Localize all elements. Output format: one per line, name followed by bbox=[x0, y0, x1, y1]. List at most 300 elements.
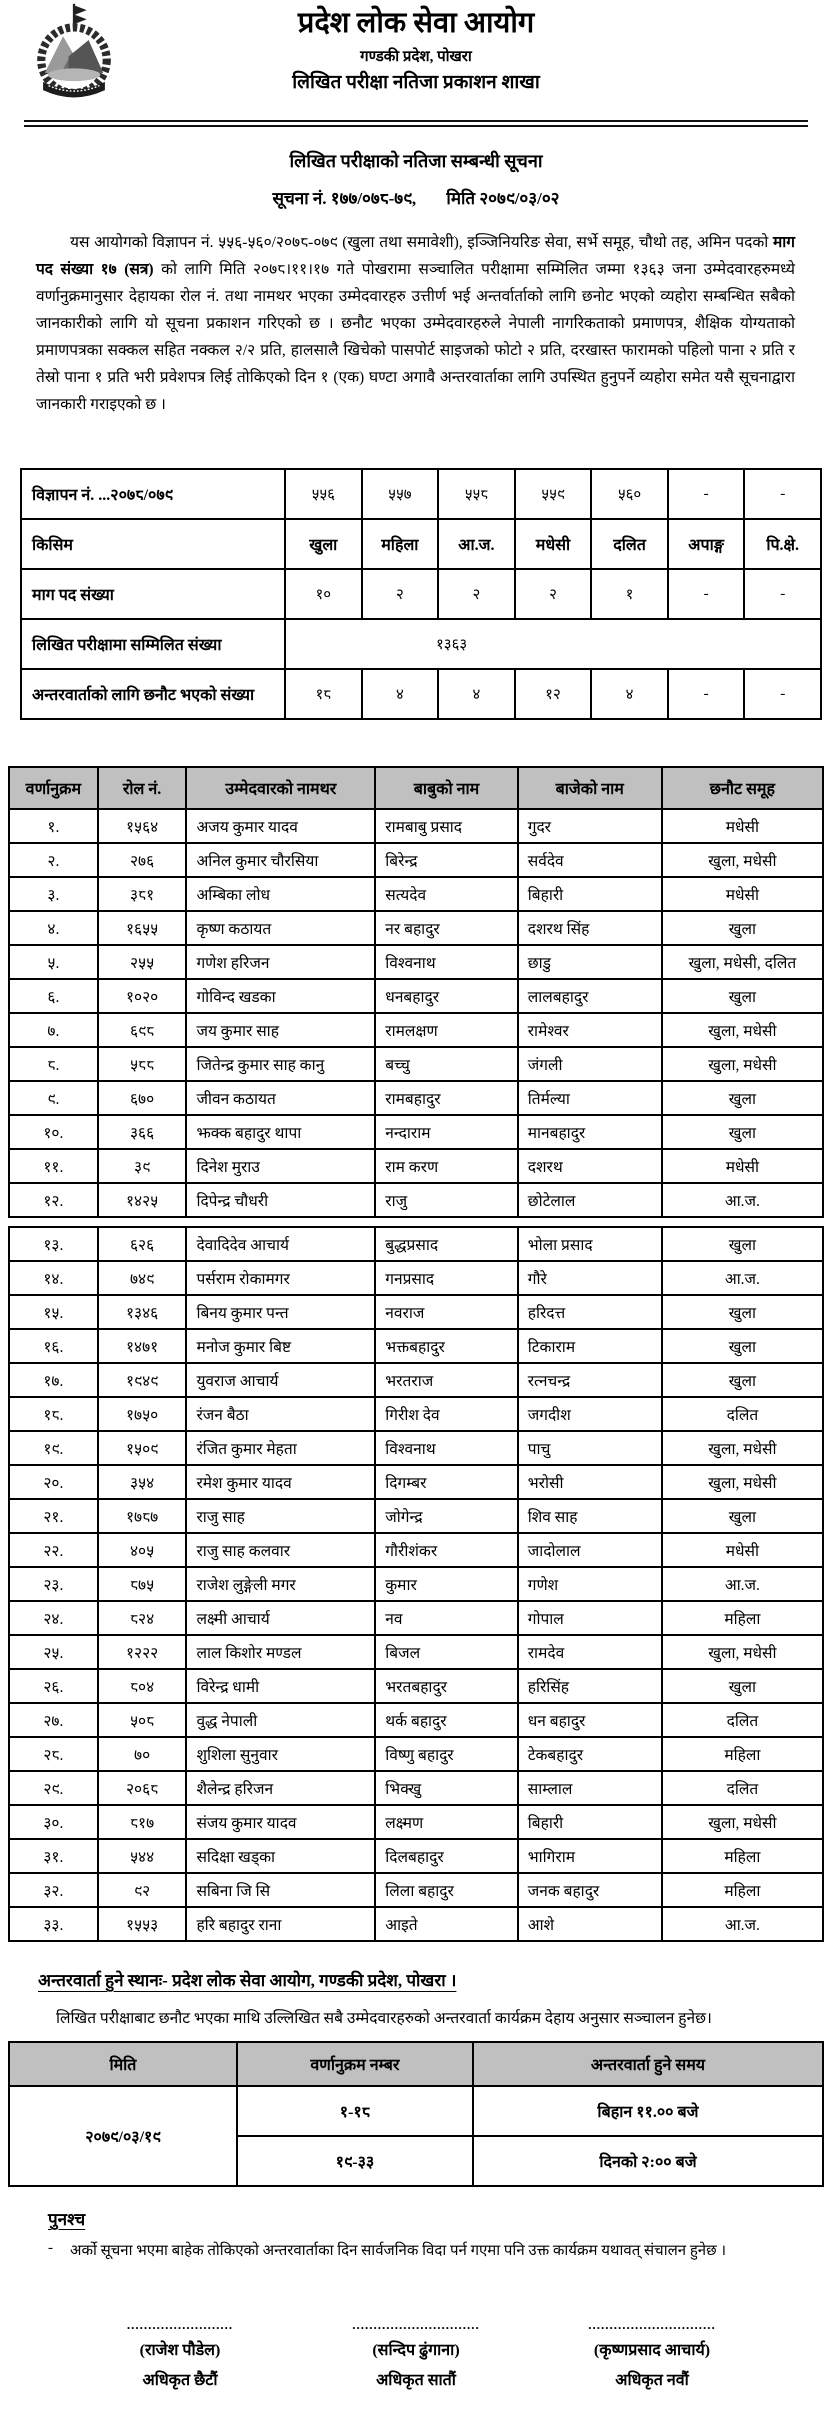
cell-name: राजु साह bbox=[186, 1499, 375, 1533]
cell-grandfather: रामेश्वर bbox=[518, 1013, 662, 1047]
cell-grandfather: धन बहादुर bbox=[518, 1703, 662, 1737]
cell-name: रंजन बैठा bbox=[186, 1397, 375, 1431]
cell-serial: ३०. bbox=[9, 1805, 98, 1839]
cell-grandfather: छाडु bbox=[518, 945, 662, 979]
summary-cell: - bbox=[668, 469, 745, 519]
cell-roll: ३५४ bbox=[98, 1465, 187, 1499]
cell-roll: ३९ bbox=[98, 1149, 187, 1183]
interview-location-line bbox=[38, 1968, 802, 1991]
cell-group: महिला bbox=[662, 1873, 823, 1907]
cell-grandfather: हरिदत्त bbox=[518, 1295, 662, 1329]
cell-group: खुला bbox=[662, 1115, 823, 1149]
cell-name: अजय कुमार यादव bbox=[186, 809, 375, 843]
cell-roll: १४२५ bbox=[98, 1183, 187, 1217]
table-row bbox=[9, 1329, 823, 1363]
cell-group: महिला bbox=[662, 1601, 823, 1635]
summary-cell-appeared-total: १३६३ bbox=[285, 619, 821, 669]
summary-cell: दलित bbox=[591, 519, 668, 569]
schedule-range-cell: १९-३३ bbox=[237, 2136, 473, 2186]
table-row bbox=[9, 1227, 823, 1261]
summary-cell: मधेसी bbox=[515, 519, 592, 569]
header-cell-name: उम्मेदवारको नामथर bbox=[186, 767, 375, 809]
cell-serial: १०. bbox=[9, 1115, 98, 1149]
cell-group: मधेसी bbox=[662, 809, 823, 843]
signature-name: (सन्दिप ढुंगाना) bbox=[372, 2342, 460, 2359]
cell-serial: २३. bbox=[9, 1567, 98, 1601]
table-row bbox=[9, 979, 823, 1013]
cell-father: रामबहादुर bbox=[375, 1081, 517, 1115]
cell-serial: १४. bbox=[9, 1261, 98, 1295]
cell-serial: ८. bbox=[9, 1047, 98, 1081]
table-row bbox=[9, 1149, 823, 1183]
summary-cell: १० bbox=[285, 569, 362, 619]
summary-cell: २ bbox=[362, 569, 439, 619]
cell-grandfather: दशरथ सिंह bbox=[518, 911, 662, 945]
cell-name: हरि बहादुर राना bbox=[186, 1907, 375, 1941]
cell-serial: २५. bbox=[9, 1635, 98, 1669]
table-row bbox=[9, 1567, 823, 1601]
cell-serial: ६. bbox=[9, 979, 98, 1013]
cell-roll: ८७५ bbox=[98, 1567, 187, 1601]
cell-father: विश्वनाथ bbox=[375, 945, 517, 979]
cell-name: गणेश हरिजन bbox=[186, 945, 375, 979]
table-row bbox=[9, 1081, 823, 1115]
header-cell-serial: वर्णानुक्रम bbox=[9, 767, 98, 809]
cell-father: राम करण bbox=[375, 1149, 517, 1183]
cell-serial: ४. bbox=[9, 911, 98, 945]
cell-serial: ३२. bbox=[9, 1873, 98, 1907]
cell-father: दिगम्बर bbox=[375, 1465, 517, 1499]
table-row bbox=[9, 911, 823, 945]
summary-cell: ५५७ bbox=[362, 469, 439, 519]
cell-grandfather: लालबहादुर bbox=[518, 979, 662, 1013]
cell-name: विरेन्द्र धामी bbox=[186, 1669, 375, 1703]
schedule-range-cell: १-१८ bbox=[237, 2086, 473, 2136]
cell-group: खुला bbox=[662, 1363, 823, 1397]
cell-group: खुला bbox=[662, 1669, 823, 1703]
summary-label-appeared: लिखित परीक्षामा सम्मिलित संख्या bbox=[21, 619, 285, 669]
cell-roll: ४०५ bbox=[98, 1533, 187, 1567]
table-row bbox=[9, 1183, 823, 1217]
postscript-note-text: अर्को सूचना भएमा बाहेक तोकिएको अन्तरवार्ताका दिन सार्वजनिक विदा पर्न गएमा पनि उक्त कार्यक्रम यथावत् संचालन हुनेछ । bbox=[70, 2243, 727, 2259]
interview-location-label: अन्तरवार्ता हुने स्थानः- bbox=[38, 1971, 168, 1990]
cell-father: रामलक्षण bbox=[375, 1013, 517, 1047]
postscript-dash: - bbox=[48, 2240, 53, 2256]
summary-cell: ४ bbox=[438, 669, 515, 719]
summary-cell: ५५९ bbox=[515, 469, 592, 519]
cell-father: विष्णु बहादुर bbox=[375, 1737, 517, 1771]
schedule-time-cell: दिनको २:०० बजे bbox=[473, 2136, 823, 2186]
province-subtitle: गण्डकी प्रदेश, पोखरा bbox=[360, 48, 472, 65]
table-row bbox=[9, 1363, 823, 1397]
cell-grandfather: जगदीश bbox=[518, 1397, 662, 1431]
cell-roll: १०२० bbox=[98, 979, 187, 1013]
notice-body-bold: माग पद संख्या १७ (सत्र) bbox=[36, 234, 795, 278]
postscript-section bbox=[48, 2207, 802, 2260]
summary-cell: १२ bbox=[515, 669, 592, 719]
cell-name: दिपेन्द्र चौधरी bbox=[186, 1183, 375, 1217]
cell-serial: २४. bbox=[9, 1601, 98, 1635]
cell-name: युवराज आचार्य bbox=[186, 1363, 375, 1397]
summary-cell: ४ bbox=[362, 669, 439, 719]
cell-group: खुला bbox=[662, 1295, 823, 1329]
interview-location-value: प्रदेश लोक सेवा आयोग, गण्डकी प्रदेश, पोखरा । bbox=[172, 1971, 457, 1990]
cell-group: खुला, मधेसी bbox=[662, 1431, 823, 1465]
cell-father: रामबाबु प्रसाद bbox=[375, 809, 517, 843]
cell-grandfather: रामदेव bbox=[518, 1635, 662, 1669]
cell-father: नन्दाराम bbox=[375, 1115, 517, 1149]
cell-name: पर्सराम रोकामगर bbox=[186, 1261, 375, 1295]
signature-dots: .............................. bbox=[352, 2317, 480, 2332]
cell-serial: २०. bbox=[9, 1465, 98, 1499]
table-row bbox=[9, 1013, 823, 1047]
cell-group: दलित bbox=[662, 1703, 823, 1737]
cell-name: जय कुमार साह bbox=[186, 1013, 375, 1047]
cell-father: गिरीश देव bbox=[375, 1397, 517, 1431]
table-row bbox=[9, 1669, 823, 1703]
table-row bbox=[9, 1295, 823, 1329]
cell-roll: १४७१ bbox=[98, 1329, 187, 1363]
cell-name: लाल किशोर मण्डल bbox=[186, 1635, 375, 1669]
summary-cell: ५५८ bbox=[438, 469, 515, 519]
cell-roll: ५०८ bbox=[98, 1703, 187, 1737]
cell-father: लक्ष्मण bbox=[375, 1805, 517, 1839]
table-row bbox=[9, 1601, 823, 1635]
cell-group: खुला bbox=[662, 979, 823, 1013]
summary-cell: - bbox=[744, 569, 821, 619]
cell-group: महिला bbox=[662, 1737, 823, 1771]
header-cell-date: मिति bbox=[9, 2042, 237, 2086]
table-row bbox=[9, 877, 823, 911]
table-row bbox=[9, 1907, 823, 1941]
cell-serial: २. bbox=[9, 843, 98, 877]
cell-group: खुला, मधेसी, दलित bbox=[662, 945, 823, 979]
cell-serial: ५. bbox=[9, 945, 98, 979]
table-header-row bbox=[9, 767, 823, 809]
cell-grandfather: जनक बहादुर bbox=[518, 1873, 662, 1907]
notice-number-line bbox=[0, 186, 832, 209]
cell-serial: ११. bbox=[9, 1149, 98, 1183]
cell-name: झक्क बहादुर थापा bbox=[186, 1115, 375, 1149]
cell-roll: ७० bbox=[98, 1737, 187, 1771]
cell-father: भिक्खु bbox=[375, 1771, 517, 1805]
summary-cell: - bbox=[744, 469, 821, 519]
summary-table bbox=[20, 468, 822, 720]
cell-father: कुमार bbox=[375, 1567, 517, 1601]
cell-father: बुद्धप्रसाद bbox=[375, 1227, 517, 1261]
signature-dots: .............................. bbox=[588, 2317, 716, 2332]
cell-serial: २६. bbox=[9, 1669, 98, 1703]
cell-father: बिरेन्द्र bbox=[375, 843, 517, 877]
cell-roll: १७५० bbox=[98, 1397, 187, 1431]
cell-group: खुला bbox=[662, 1499, 823, 1533]
notice-number: सूचना नं. १७७/०७८-७९, bbox=[272, 189, 417, 208]
cell-roll: १५०९ bbox=[98, 1431, 187, 1465]
cell-roll: २५५ bbox=[98, 945, 187, 979]
cell-roll: ८१७ bbox=[98, 1805, 187, 1839]
cell-father: राजु bbox=[375, 1183, 517, 1217]
cell-serial: २१. bbox=[9, 1499, 98, 1533]
cell-father: जोगेन्द्र bbox=[375, 1499, 517, 1533]
cell-name: राजेश लुङ्गेली मगर bbox=[186, 1567, 375, 1601]
cell-father: आइते bbox=[375, 1907, 517, 1941]
cell-grandfather: दशरथ bbox=[518, 1149, 662, 1183]
table-row bbox=[9, 1635, 823, 1669]
signature-block bbox=[331, 2318, 501, 2390]
table-row bbox=[9, 1431, 823, 1465]
cell-serial: ३. bbox=[9, 877, 98, 911]
summary-cell: आ.ज. bbox=[438, 519, 515, 569]
cell-group: आ.ज. bbox=[662, 1261, 823, 1295]
signature-post: अधिकृत छैटौं bbox=[142, 2372, 218, 2389]
cell-group: आ.ज. bbox=[662, 1567, 823, 1601]
cell-name: जितेन्द्र कुमार साह कानु bbox=[186, 1047, 375, 1081]
signature-post: अधिकृत सातौं bbox=[376, 2372, 456, 2389]
cell-roll: ५८८ bbox=[98, 1047, 187, 1081]
interview-schedule-table bbox=[8, 2041, 824, 2187]
table-row bbox=[9, 1737, 823, 1771]
cell-grandfather: साम्लाल bbox=[518, 1771, 662, 1805]
table-row bbox=[9, 1115, 823, 1149]
signature-row bbox=[95, 2318, 737, 2390]
header-cell-time: अन्तरवार्ता हुने समय bbox=[473, 2042, 823, 2086]
cell-group: खुला, मधेसी bbox=[662, 1465, 823, 1499]
cell-roll: ३६६ bbox=[98, 1115, 187, 1149]
cell-serial: २७. bbox=[9, 1703, 98, 1737]
notice-title: लिखित परीक्षाको नतिजा सम्बन्धी सूचना bbox=[289, 151, 543, 171]
table-row bbox=[9, 1261, 823, 1295]
table-header-row bbox=[9, 2042, 823, 2086]
schedule-intro: लिखित परीक्षाबाट छनौट भएका माथि उल्लिखित सबै उम्मेदवारहरुको अन्तरवार्ता कार्यक्रम देहाय अनुसार सञ्चालन हुनेछ। bbox=[56, 2010, 712, 2027]
cell-group: खुला, मधेसी bbox=[662, 1805, 823, 1839]
schedule-date-cell: २०७९/०३/१९ bbox=[9, 2086, 237, 2186]
cell-name: राजु साह कलवार bbox=[186, 1533, 375, 1567]
signature-name: (कृष्णप्रसाद आचार्य) bbox=[593, 2342, 711, 2359]
cell-group: आ.ज. bbox=[662, 1907, 823, 1941]
summary-label-posts: माग पद संख्या bbox=[21, 569, 285, 619]
candidates-table-part1 bbox=[8, 766, 824, 1218]
postscript-note bbox=[48, 2240, 802, 2260]
cell-group: आ.ज. bbox=[662, 1183, 823, 1217]
cell-father: भरतबहादुर bbox=[375, 1669, 517, 1703]
cell-grandfather: बिहारी bbox=[518, 877, 662, 911]
document-header bbox=[0, 0, 832, 112]
cell-grandfather: टिकाराम bbox=[518, 1329, 662, 1363]
summary-cell: खुला bbox=[285, 519, 362, 569]
summary-cell: ५५६ bbox=[285, 469, 362, 519]
cell-name: संजय कुमार यादव bbox=[186, 1805, 375, 1839]
cell-roll: ५४४ bbox=[98, 1839, 187, 1873]
cell-name: दिनेश मुराउ bbox=[186, 1149, 375, 1183]
cell-roll: ६९८ bbox=[98, 1013, 187, 1047]
summary-cell: १८ bbox=[285, 669, 362, 719]
cell-name: गोविन्द खडका bbox=[186, 979, 375, 1013]
notice-body-post: को लागि मिति २०७८।११।१७ गते पोखरामा सञ्चालित परीक्षामा सम्मिलित जम्मा १३६३ जना उम्मेदवारहरुमध्ये वर्णानुक्रमानुसार देहायका रोल नं. तथा नामथर भएका उम्मेदवारहरु उत्तीर्ण भई अन्तर्वार्ताको लागि छनोट भएको व्यहोरा सम्बन्धित सबैको जानकारीको लागि यो सूचना प्रकाशन गरिएको छ । छनौट भएका उम्मेदवारहरुले नेपाली नागरिकताको प्रमाणपत्र, शैक्षिक योग्यताको प्रमाणपत्रका सक्कल सहित नक्कल २/२ प्रति, हालसालै खिचेको पासपोर्ट साइजको फोटो २ प्रति, दरखास्त फारामको पहिलो पाना २ प्रति र तेस्रो पाना १ प्रति भरी प्रवेशपत्र लिई तोकिएको दिन १ (एक) घण्टा अगावै अन्तरवार्ताका लागि उपस्थित हुनुपर्ने व्यहोरा समेत यसै सूचनाद्वारा जानकारी गराइएको छ । bbox=[36, 261, 795, 413]
notice-body-pre: यस आयोगको विज्ञापन नं. ५५६-५६०/२०७८-०७९ (खुला तथा समावेशी), इञ्जिनियरिङ सेवा, सर्भे समूह, चौथो तह, अमिन पदको bbox=[70, 234, 773, 251]
cell-group: महिला bbox=[662, 1839, 823, 1873]
table-row bbox=[9, 1873, 823, 1907]
cell-name: शैलेन्द्र हरिजन bbox=[186, 1771, 375, 1805]
cell-father: भरतराज bbox=[375, 1363, 517, 1397]
cell-group: खुला bbox=[662, 1081, 823, 1115]
notice-date: मिति २०७९/०३/०२ bbox=[446, 189, 560, 208]
cell-roll: ९२ bbox=[98, 1873, 187, 1907]
cell-father: थर्क बहादुर bbox=[375, 1703, 517, 1737]
cell-father: बिजल bbox=[375, 1635, 517, 1669]
summary-cell: ५६० bbox=[591, 469, 668, 519]
cell-serial: १९. bbox=[9, 1431, 98, 1465]
summary-cell: २ bbox=[438, 569, 515, 619]
cell-roll: २०६८ bbox=[98, 1771, 187, 1805]
signature-block bbox=[95, 2318, 265, 2390]
cell-grandfather: शिव साह bbox=[518, 1499, 662, 1533]
table-row bbox=[21, 469, 821, 519]
cell-grandfather: छोटेलाल bbox=[518, 1183, 662, 1217]
header-titles bbox=[0, 6, 832, 94]
cell-grandfather: जंगली bbox=[518, 1047, 662, 1081]
cell-group: खुला, मधेसी bbox=[662, 1047, 823, 1081]
table-row bbox=[21, 569, 821, 619]
summary-cell: १ bbox=[591, 569, 668, 619]
cell-father: भक्तबहादुर bbox=[375, 1329, 517, 1363]
cell-group: दलित bbox=[662, 1771, 823, 1805]
cell-group: खुला bbox=[662, 911, 823, 945]
table-row bbox=[9, 1047, 823, 1081]
signature-post: अधिकृत नवौं bbox=[615, 2372, 689, 2389]
cell-grandfather: भरोसी bbox=[518, 1465, 662, 1499]
cell-grandfather: रत्नचन्द्र bbox=[518, 1363, 662, 1397]
cell-serial: २८. bbox=[9, 1737, 98, 1771]
cell-grandfather: टेकबहादुर bbox=[518, 1737, 662, 1771]
summary-cell: - bbox=[668, 569, 745, 619]
table-row bbox=[9, 843, 823, 877]
cell-serial: ९. bbox=[9, 1081, 98, 1115]
cell-grandfather: तिर्मल्या bbox=[518, 1081, 662, 1115]
cell-father: नवराज bbox=[375, 1295, 517, 1329]
summary-cell: ४ bbox=[591, 669, 668, 719]
table-row bbox=[21, 519, 821, 569]
cell-roll: १६५५ bbox=[98, 911, 187, 945]
cell-father: नर बहादुर bbox=[375, 911, 517, 945]
table-row bbox=[9, 1703, 823, 1737]
cell-name: सदिक्षा खड्का bbox=[186, 1839, 375, 1873]
cell-group: खुला, मधेसी bbox=[662, 843, 823, 877]
cell-grandfather: गणेश bbox=[518, 1567, 662, 1601]
cell-roll: २७६ bbox=[98, 843, 187, 877]
cell-grandfather: बिहारी bbox=[518, 1805, 662, 1839]
cell-name: देवादिदेव आचार्य bbox=[186, 1227, 375, 1261]
cell-serial: १३. bbox=[9, 1227, 98, 1261]
header-cell-range: वर्णानुक्रम नम्बर bbox=[237, 2042, 473, 2086]
cell-serial: १६. bbox=[9, 1329, 98, 1363]
summary-cell: - bbox=[744, 669, 821, 719]
cell-group: मधेसी bbox=[662, 1149, 823, 1183]
summary-cell: २ bbox=[515, 569, 592, 619]
cell-group: मधेसी bbox=[662, 1533, 823, 1567]
summary-cell: पि.क्षे. bbox=[744, 519, 821, 569]
cell-roll: ३८१ bbox=[98, 877, 187, 911]
cell-name: सबिना जि सि bbox=[186, 1873, 375, 1907]
cell-roll: १९४९ bbox=[98, 1363, 187, 1397]
cell-father: नव bbox=[375, 1601, 517, 1635]
cell-roll: ७४९ bbox=[98, 1261, 187, 1295]
cell-serial: ३३. bbox=[9, 1907, 98, 1941]
table-row bbox=[9, 1533, 823, 1567]
emblem-logo bbox=[28, 2, 120, 102]
cell-group: मधेसी bbox=[662, 877, 823, 911]
cell-roll: १२२२ bbox=[98, 1635, 187, 1669]
cell-father: बच्चु bbox=[375, 1047, 517, 1081]
cell-father: विश्वनाथ bbox=[375, 1431, 517, 1465]
cell-group: खुला, मधेसी bbox=[662, 1635, 823, 1669]
cell-name: रमेश कुमार यादव bbox=[186, 1465, 375, 1499]
cell-grandfather: मानबहादुर bbox=[518, 1115, 662, 1149]
cell-roll: ६७० bbox=[98, 1081, 187, 1115]
summary-label-selected: अन्तरवार्ताको लागि छनौट भएको संख्या bbox=[21, 669, 285, 719]
cell-roll: १५५३ bbox=[98, 1907, 187, 1941]
signature-name: (राजेश पौडेल) bbox=[139, 2342, 221, 2359]
table-row bbox=[9, 809, 823, 843]
cell-serial: १५. bbox=[9, 1295, 98, 1329]
cell-roll: १७८७ bbox=[98, 1499, 187, 1533]
cell-name: अनिल कुमार चौरसिया bbox=[186, 843, 375, 877]
summary-cell: अपाङ्ग bbox=[668, 519, 745, 569]
cell-grandfather: गुदर bbox=[518, 809, 662, 843]
table-row bbox=[9, 1805, 823, 1839]
cell-serial: ७. bbox=[9, 1013, 98, 1047]
cell-name: मनोज कुमार बिष्ट bbox=[186, 1329, 375, 1363]
cell-serial: १. bbox=[9, 809, 98, 843]
cell-grandfather: गौरे bbox=[518, 1261, 662, 1295]
cell-father: सत्यदेव bbox=[375, 877, 517, 911]
cell-grandfather: जादोलाल bbox=[518, 1533, 662, 1567]
signature-dots: ......................... bbox=[126, 2317, 234, 2332]
summary-label-category: किसिम bbox=[21, 519, 285, 569]
header-cell-father: बाबुको नाम bbox=[375, 767, 517, 809]
cell-group: खुला, मधेसी bbox=[662, 1013, 823, 1047]
table-row bbox=[9, 2086, 823, 2136]
table-row bbox=[9, 945, 823, 979]
candidates-table-part2 bbox=[8, 1226, 824, 1942]
schedule-time-cell: बिहान ११.०० बजे bbox=[473, 2086, 823, 2136]
table-row bbox=[9, 1499, 823, 1533]
cell-father: गौरीशंकर bbox=[375, 1533, 517, 1567]
cell-serial: १८. bbox=[9, 1397, 98, 1431]
summary-cell: महिला bbox=[362, 519, 439, 569]
cell-grandfather: भागिराम bbox=[518, 1839, 662, 1873]
header-cell-group: छनौट समूह bbox=[662, 767, 823, 809]
cell-father: गनप्रसाद bbox=[375, 1261, 517, 1295]
cell-serial: २९. bbox=[9, 1771, 98, 1805]
cell-father: धनबहादुर bbox=[375, 979, 517, 1013]
cell-father: लिला बहादुर bbox=[375, 1873, 517, 1907]
cell-name: जीवन कठायत bbox=[186, 1081, 375, 1115]
table-row bbox=[9, 1839, 823, 1873]
cell-father: दिलबहादुर bbox=[375, 1839, 517, 1873]
cell-serial: २२. bbox=[9, 1533, 98, 1567]
header-cell-roll: रोल नं. bbox=[98, 767, 187, 809]
cell-name: लक्ष्मी आचार्य bbox=[186, 1601, 375, 1635]
table-row bbox=[9, 1465, 823, 1499]
cell-grandfather: हरिसिंह bbox=[518, 1669, 662, 1703]
summary-cell: - bbox=[668, 669, 745, 719]
notice-body bbox=[36, 229, 795, 418]
table-row bbox=[21, 619, 821, 669]
cell-grandfather: सर्वदेव bbox=[518, 843, 662, 877]
cell-name: बिनय कुमार पन्त bbox=[186, 1295, 375, 1329]
cell-serial: ३१. bbox=[9, 1839, 98, 1873]
header-divider bbox=[24, 120, 808, 127]
